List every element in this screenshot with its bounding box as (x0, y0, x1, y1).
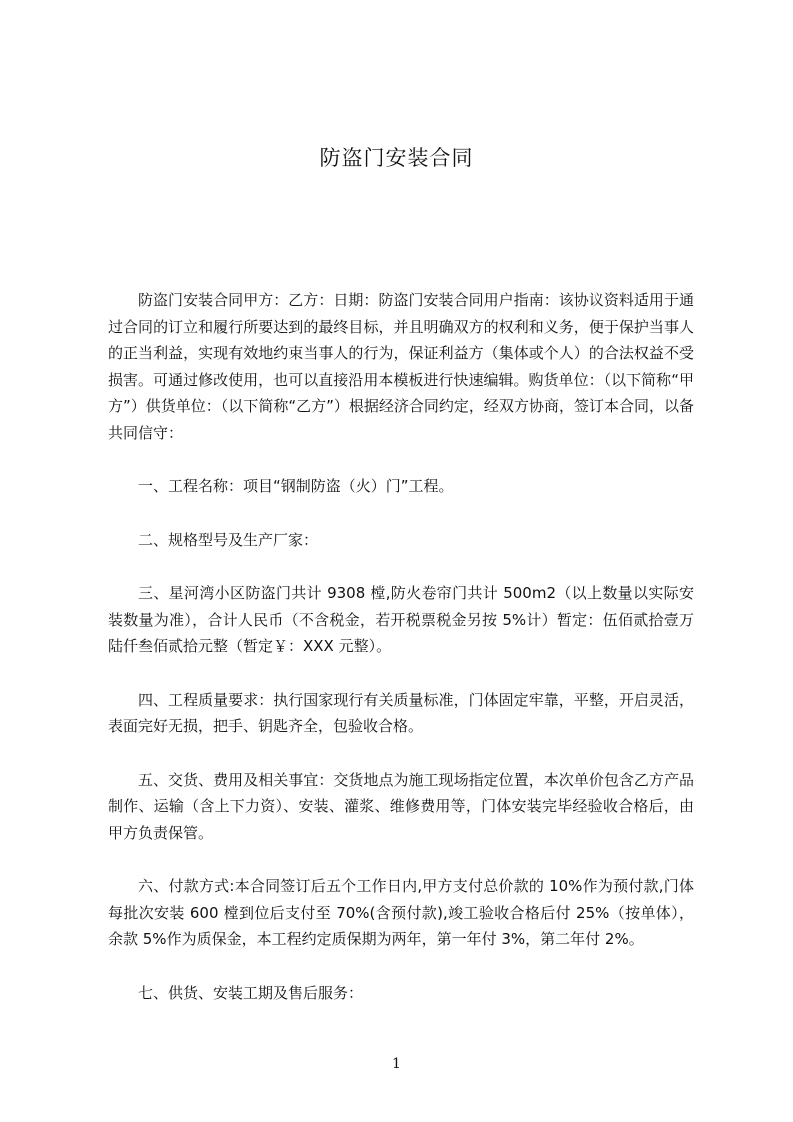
page-number: 1 (392, 1056, 401, 1072)
clause-3-quantity-price: 三、星河湾小区防盗门共计 9308 樘,防火卷帘门共计 500m2（以上数量以实际安装数量为准），合计人民币（不含税金，若开税票税金另按 5%计）暂定：伍佰贰拾壹万陆仟叁佰贰拾元整（暂定￥：XXX 元整）。 (108, 584, 694, 655)
contract-body (108, 287, 694, 1006)
clause-7-service: 七、供货、安装工期及售后服务： (138, 983, 364, 1002)
clause-1-project-name: 一、工程名称：项目“钢制防盗（火）门”工程。 (138, 477, 454, 495)
clause-2-specification: 二、规格型号及生产厂家： (138, 530, 319, 549)
clause-4-quality: 四、工程质量要求：执行国家现行有关质量标准，门体固定牢靠，平整，开启灵活，表面完好无损，把手、钥匙齐全，包验收合格。 (108, 690, 694, 735)
clause-6-payment: 六、付款方式:本合同签订后五个工作日内,甲方支付总价款的 10%作为预付款,门体每批次安装 600 樘到位后支付至 70%(含预付款),竣工验收合格后付 25%（按单体），余款 5%作为质保金，本工程约定质保期为两年，第一年付 3%，第二年付 2%。 (108, 877, 694, 948)
page-title: 防盗门安装合同 (319, 146, 474, 170)
intro-paragraph: 防盗门安装合同甲方：乙方：日期：防盗门安装合同用户指南：该协议资料适用于通过合同的订立和履行所要达到的最终目标，并且明确双方的权利和义务，便于保护当事人的正当利益，实现有效地约束当事人的行为，保证利益方（集体或个人）的合法权益不受损害。可通过修改使用，也可以直接沿用本模板进行快速编辑。购货单位：（以下简称“甲方”）供货单位：（以下简称“乙方”）根据经济合同约定，经双方协商，签订本合同，以备共同信守： (108, 291, 694, 442)
clause-5-delivery: 五、交货、费用及相关事宜：交货地点为施工现场指定位置，本次单价包含乙方产品制作、运输（含上下力资）、安装、灌浆、维修费用等，门体安装完毕经验收合格后，由甲方负责保管。 (108, 770, 694, 842)
